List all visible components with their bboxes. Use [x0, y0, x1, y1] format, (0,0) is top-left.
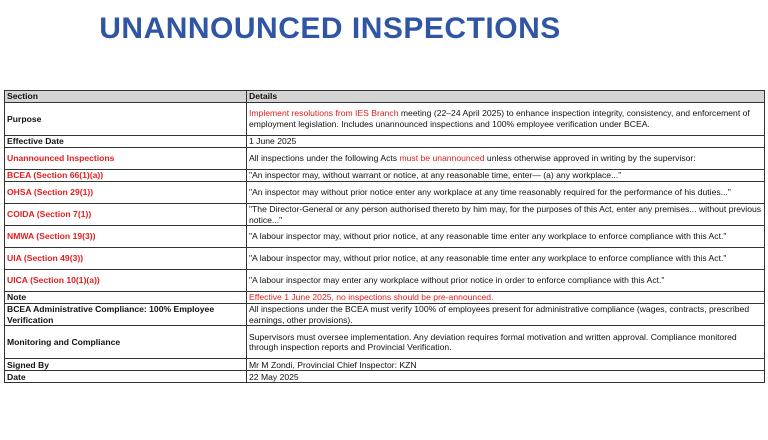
- header-section: Section: [5, 91, 247, 103]
- row-details: "A labour inspector may enter any workplace without prior notice in order to enforce compliance with this Act.": [247, 270, 765, 292]
- table-row: [5, 204, 765, 226]
- row-section: Date: [5, 371, 247, 383]
- table-row: [5, 270, 765, 292]
- table-row: [5, 359, 765, 371]
- table-row: [5, 136, 765, 148]
- row-section: Monitoring and Compliance: [5, 326, 247, 359]
- row-section: Signed By: [5, 359, 247, 371]
- row-section: NMWA (Section 19(3)): [5, 226, 247, 248]
- table-row: [5, 326, 765, 359]
- row-details: "An inspector may without prior notice enter any workplace at any time reasonably required for the performance of his duties...": [247, 182, 765, 204]
- table-row: [5, 371, 765, 383]
- row-details: Effective 1 June 2025, no inspections should be pre-announced.: [247, 292, 765, 304]
- row-section: Note: [5, 292, 247, 304]
- details-highlight: Implement resolutions from IES Branch: [249, 108, 399, 119]
- row-details: 1 June 2025: [247, 136, 765, 148]
- row-section: BCEA Administrative Compliance: 100% Employee Verification: [5, 304, 247, 326]
- row-section: UIA (Section 49(3)): [5, 248, 247, 270]
- row-details: Supervisors must oversee implementation. Any deviation requires formal motivation and written approval. Compliance monitored through inspection reports and Provincial Verification.: [247, 326, 765, 359]
- row-details: [247, 103, 765, 136]
- row-section: UICA (Section 10(1)(a)): [5, 270, 247, 292]
- details-text: meeting (22–24 April 2025) to enhance inspection integrity, consistency, and enforcement of employment legislation. Includes unannounced inspections and 100% employee verification under BCEA.: [249, 108, 750, 129]
- row-section: OHSA (Section 29(1)): [5, 182, 247, 204]
- row-details: Mr M Zondi, Provincial Chief Inspector: KZN: [247, 359, 765, 371]
- row-section: Effective Date: [5, 136, 247, 148]
- row-section: COIDA (Section 7(1)): [5, 204, 247, 226]
- table-row: [5, 292, 765, 304]
- row-section: Unannounced Inspections: [5, 148, 247, 170]
- table-header-row: [5, 91, 765, 103]
- row-details: 22 May 2025: [247, 371, 765, 383]
- table-row: [5, 226, 765, 248]
- row-details: "An inspector may, without warrant or notice, at any reasonable time, enter— (a) any workplace...": [247, 170, 765, 182]
- details-text-before: All inspections under the following Acts: [249, 153, 400, 164]
- table-row: [5, 170, 765, 182]
- row-section: Purpose: [5, 103, 247, 136]
- row-details: "A labour inspector may, without prior notice, at any reasonable time enter any workplace to enforce compliance with this Act.": [247, 226, 765, 248]
- header-details: Details: [247, 91, 765, 103]
- row-details: [247, 148, 765, 170]
- row-details: "A labour inspector may, without prior notice, at any reasonable time enter any workplace to enforce compliance with this Act.": [247, 248, 765, 270]
- table-row: [5, 148, 765, 170]
- inspection-table: [4, 90, 765, 383]
- row-details: "The Director-General or any person authorised thereto by him may, for the purposes of this Act, enter any premises... without previous notice...": [247, 204, 765, 226]
- page-title: UNANNOUNCED INSPECTIONS: [99, 12, 561, 45]
- details-highlight: must be unannounced: [399, 153, 485, 164]
- table-row: [5, 182, 765, 204]
- table-row: [5, 304, 765, 326]
- table-row: [5, 103, 765, 136]
- table-row: [5, 248, 765, 270]
- row-section: BCEA (Section 66(1)(a)): [5, 170, 247, 182]
- row-details: All inspections under the BCEA must verify 100% of employees present for administrative compliance (wages, contracts, prescribed earnings, other provisions).: [247, 304, 765, 326]
- details-text-after: unless otherwise approved in writing by the supervisor:: [484, 153, 696, 164]
